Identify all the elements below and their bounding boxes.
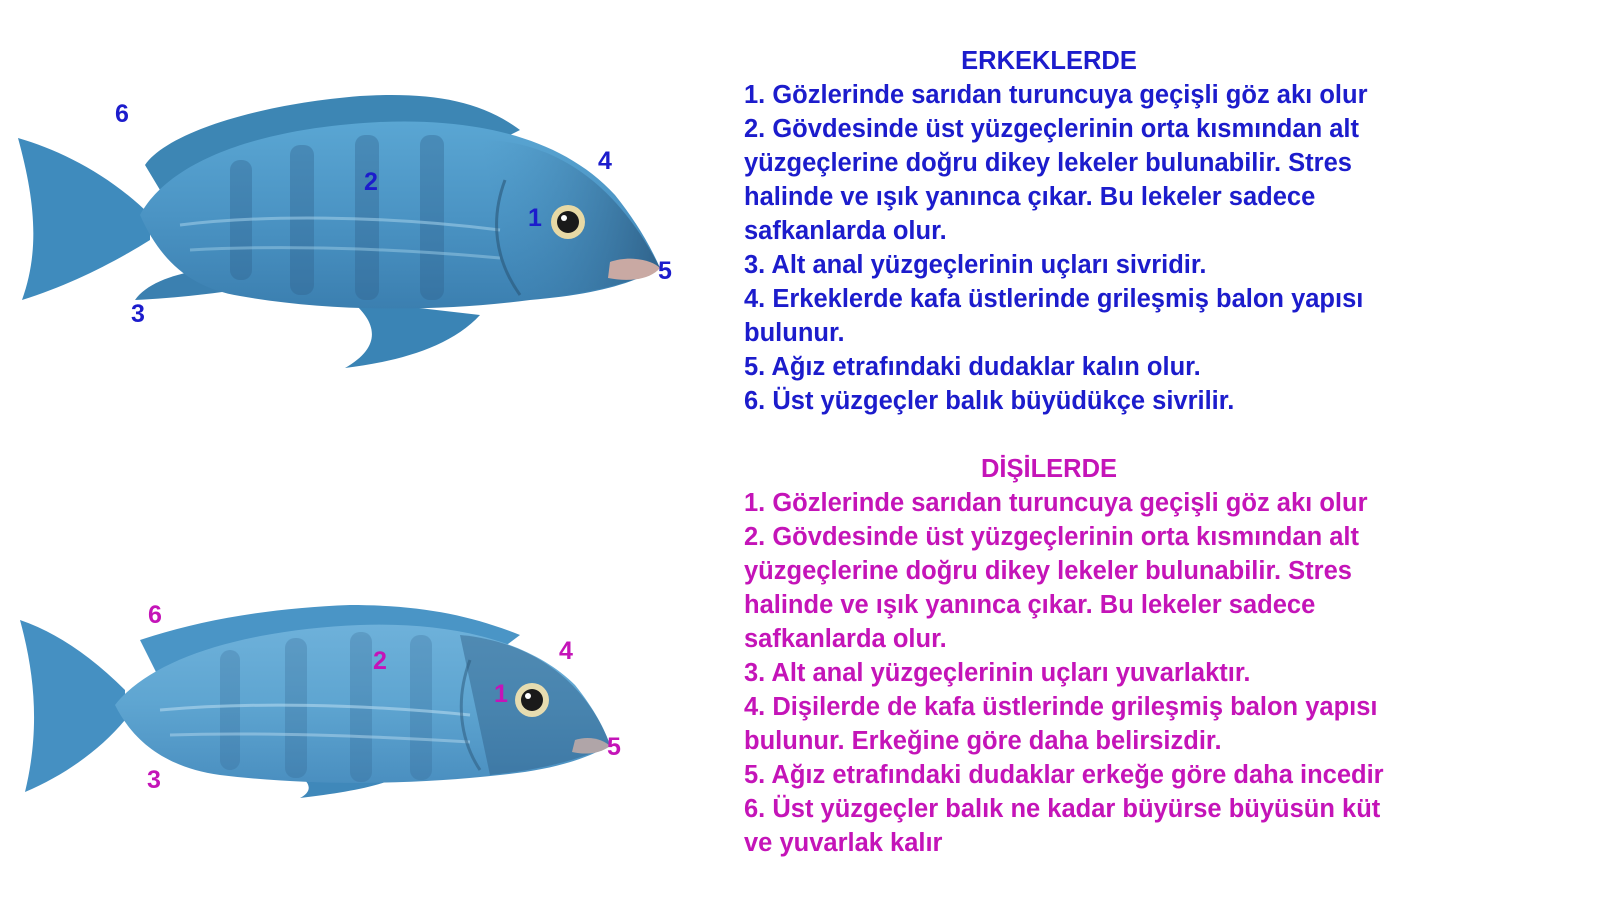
- female-line: 1. Gözlerinde sarıdan turuncuya geçişli göz akı olur: [744, 489, 1368, 517]
- male-line: 4. Erkeklerde kafa üstlerinde grileşmiş balon yapısı: [744, 285, 1364, 313]
- female-tail-fin: [20, 620, 125, 792]
- male-line: 2. Gövdesinde üst yüzgeçlerinin orta kısmından alt: [744, 115, 1359, 143]
- male-line: 1. Gözlerinde sarıdan turuncuya geçişli göz akı olur: [744, 81, 1368, 109]
- male-tail-fin: [18, 138, 150, 300]
- female-fish-illustration: [0, 580, 720, 820]
- female-marker-4: 4: [559, 637, 573, 665]
- male-description: [744, 44, 1464, 418]
- male-line: 3. Alt anal yüzgeçlerinin uçları sivridir.: [744, 251, 1207, 279]
- male-marker-5: 5: [658, 257, 672, 285]
- female-heading: DİŞİLERDE: [980, 455, 1118, 483]
- male-line: 6. Üst yüzgeçler balık büyüdükçe sivrilir.: [744, 387, 1235, 415]
- female-line: ve yuvarlak kalır: [744, 829, 943, 857]
- female-line: 5. Ağız etrafındaki dudaklar erkeğe göre daha incedir: [744, 761, 1384, 789]
- male-line: yüzgeçlerine doğru dikey lekeler bulunabilir. Stres: [744, 149, 1352, 177]
- male-marker-1: 1: [528, 204, 542, 232]
- male-marker-4: 4: [598, 147, 612, 175]
- male-line: halinde ve ışık yanınca çıkar. Bu lekeler sadece: [744, 183, 1316, 211]
- female-marker-3: 3: [147, 766, 161, 794]
- female-marker-6: 6: [148, 601, 162, 629]
- female-line: bulunur. Erkeğine göre daha belirsizdir.: [744, 727, 1222, 755]
- female-line: 6. Üst yüzgeçler balık ne kadar büyürse büyüsün küt: [744, 795, 1381, 823]
- female-line: halinde ve ışık yanınca çıkar. Bu lekeler sadece: [744, 591, 1316, 619]
- male-marker-6: 6: [115, 100, 129, 128]
- male-marker-3: 3: [131, 300, 145, 328]
- male-line: bulunur.: [744, 319, 845, 347]
- female-marker-5: 5: [607, 733, 621, 761]
- female-marker-1: 1: [494, 680, 508, 708]
- male-anal-fin: [345, 300, 480, 368]
- female-fish-panel: [0, 580, 720, 820]
- male-line: 5. Ağız etrafındaki dudaklar kalın olur.: [744, 353, 1201, 381]
- male-lines: [744, 78, 1464, 418]
- female-line: safkanlarda olur.: [744, 625, 947, 653]
- female-marker-2: 2: [373, 647, 387, 675]
- male-marker-2: 2: [364, 168, 378, 196]
- male-heading: ERKEKLERDE: [961, 47, 1137, 75]
- female-line: 4. Dişilerde de kafa üstlerinde grileşmiş balon yapısı: [744, 693, 1378, 721]
- female-line: 2. Gövdesinde üst yüzgeçlerinin orta kısmından alt: [744, 523, 1359, 551]
- female-lines: [744, 486, 1464, 860]
- female-description: [744, 452, 1464, 860]
- male-fish-panel: [0, 0, 720, 400]
- female-line: 3. Alt anal yüzgeçlerinin uçları yuvarlaktır.: [744, 659, 1251, 687]
- male-line: safkanlarda olur.: [744, 217, 947, 245]
- female-line: yüzgeçlerine doğru dikey lekeler bulunabilir. Stres: [744, 557, 1352, 585]
- male-fish-illustration: [0, 0, 720, 400]
